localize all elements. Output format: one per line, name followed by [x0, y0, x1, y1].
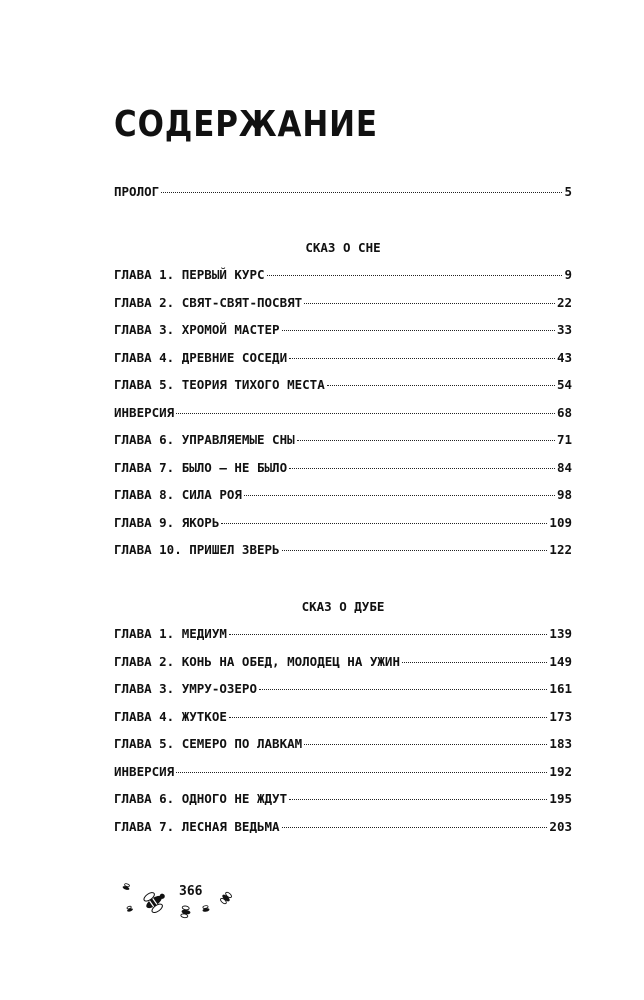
page-footer	[116, 876, 246, 924]
toc-entry-title: ГЛАВА 3. ХРОМОЙ МАСТЕР	[114, 322, 280, 337]
toc-leader-dots	[304, 303, 555, 304]
toc-entry-page: 195	[549, 791, 572, 806]
toc-entry-title: ГЛАВА 5. ТЕОРИЯ ТИХОГО МЕСТА	[114, 377, 325, 392]
toc-leader-dots	[176, 413, 555, 414]
toc-entry-title: ГЛАВА 5. СЕМЕРО ПО ЛАВКАМ	[114, 736, 303, 751]
toc-leader-dots	[221, 523, 547, 524]
toc-leader-dots	[282, 827, 548, 828]
toc-entry[interactable]	[114, 316, 572, 344]
toc-entry-title: ГЛАВА 4. ЖУТКОЕ	[114, 708, 227, 724]
toc-entry[interactable]	[114, 813, 572, 841]
toc-leader-dots	[282, 330, 555, 331]
toc-leader-dots	[244, 495, 555, 496]
toc-entry[interactable]	[114, 675, 572, 703]
toc-entry[interactable]	[114, 703, 572, 731]
toc-leader-dots	[327, 385, 555, 386]
toc-entry-title: ГЛАВА 7. ЛЕСНАЯ ВЕДЬМА	[114, 818, 280, 834]
toc-leader-dots	[267, 275, 563, 276]
toc-leader-dots	[402, 662, 547, 663]
toc-entry-page: 203	[549, 818, 572, 834]
toc-entry[interactable]	[114, 399, 572, 427]
toc-entry-page: 173	[549, 708, 572, 724]
toc-section	[114, 593, 572, 840]
toc-entry-page: 43	[556, 349, 572, 365]
toc-leader-dots	[289, 358, 555, 359]
toc-entry-title: ГЛАВА 1. ПЕРВЫЙ КУРС	[114, 267, 265, 282]
prologue-entry	[114, 178, 572, 206]
toc-entry-page: 98	[556, 487, 572, 502]
toc-entry-page: 68	[556, 404, 572, 420]
toc-entry[interactable]	[114, 261, 572, 289]
toc-entry-title: ГЛАВА 7. БЫЛО – НЕ БЫЛО	[114, 459, 288, 475]
toc-entry-page: 54	[556, 377, 572, 392]
toc-entry-page: 161	[549, 681, 572, 696]
toc-entry[interactable]	[114, 509, 572, 537]
toc-entry[interactable]	[114, 648, 572, 676]
toc-entry-page: 71	[556, 432, 572, 447]
toc-entry[interactable]	[114, 371, 572, 399]
toc-entry-title: ИНВЕРСИЯ	[114, 763, 175, 779]
page-number: 366	[179, 884, 203, 899]
toc-entry-title: ГЛАВА 4. ДРЕВНИЕ СОСЕДИ	[114, 349, 288, 365]
toc-entry[interactable]	[114, 178, 572, 206]
toc-entry-title: ГЛАВА 2. КОНЬ НА ОБЕД, МОЛОДЕЦ НА УЖИН	[114, 653, 400, 669]
toc-entry[interactable]	[114, 536, 572, 564]
toc-entry-page: 84	[556, 459, 572, 475]
toc-entry[interactable]	[114, 426, 572, 454]
toc-leader-dots	[297, 440, 555, 441]
toc-leader-dots	[282, 550, 548, 551]
toc-entry-page: 5	[564, 184, 572, 199]
toc-entry[interactable]	[114, 785, 572, 813]
toc-entry[interactable]	[114, 620, 572, 648]
toc-section	[114, 234, 572, 564]
toc-leader-dots	[289, 799, 547, 800]
section-heading: СКАЗ О ДУБЕ	[301, 599, 385, 614]
toc-entry-title: ГЛАВА 3. УМРУ-ОЗЕРО	[114, 681, 257, 696]
toc-leader-dots	[161, 192, 562, 193]
toc-entry[interactable]	[114, 344, 572, 372]
toc-entry-page: 33	[556, 322, 572, 337]
toc-entry-title: ГЛАВА 2. СВЯТ-СВЯТ-ПОСВЯТ	[114, 294, 303, 310]
toc-entry-title: ГЛАВА 6. УПРАВЛЯЕМЫЕ СНЫ	[114, 432, 295, 447]
toc-entry-page: 183	[549, 736, 572, 751]
toc-leader-dots	[289, 468, 555, 469]
toc-entry[interactable]	[114, 758, 572, 786]
toc-entry-page: 149	[549, 653, 572, 669]
toc-entry-title: ГЛАВА 10. ПРИШЕЛ ЗВЕРЬ	[114, 542, 280, 557]
toc-entry-title: ГЛАВА 9. ЯКОРЬ	[114, 514, 220, 530]
toc-entry-page: 122	[549, 542, 572, 557]
toc-leader-dots	[304, 744, 547, 745]
toc-entry[interactable]	[114, 730, 572, 758]
toc-leader-dots	[229, 634, 548, 635]
toc-entry[interactable]	[114, 481, 572, 509]
section-heading: СКАЗ О СНЕ	[305, 240, 381, 255]
toc-entry-page: 109	[549, 514, 572, 530]
toc-entry[interactable]	[114, 289, 572, 317]
toc-entry-page: 9	[564, 267, 572, 282]
toc-leader-dots	[259, 689, 547, 690]
page-title: СОДЕРЖАНИЕ	[114, 104, 378, 145]
toc-entry-title: ИНВЕРСИЯ	[114, 404, 175, 420]
toc-entry-page: 139	[549, 626, 572, 641]
toc-entry-title: ГЛАВА 6. ОДНОГО НЕ ЖДУТ	[114, 791, 288, 806]
toc-entry-title: ГЛАВА 8. СИЛА РОЯ	[114, 487, 242, 502]
toc-leader-dots	[229, 717, 548, 718]
toc-entry-title: ГЛАВА 1. МЕДИУМ	[114, 626, 227, 641]
toc-entry[interactable]	[114, 454, 572, 482]
toc-entry-page: 22	[556, 294, 572, 310]
toc-entry-title: ПРОЛОГ	[114, 184, 160, 199]
toc-leader-dots	[176, 772, 547, 773]
toc-entry-page: 192	[549, 763, 572, 779]
